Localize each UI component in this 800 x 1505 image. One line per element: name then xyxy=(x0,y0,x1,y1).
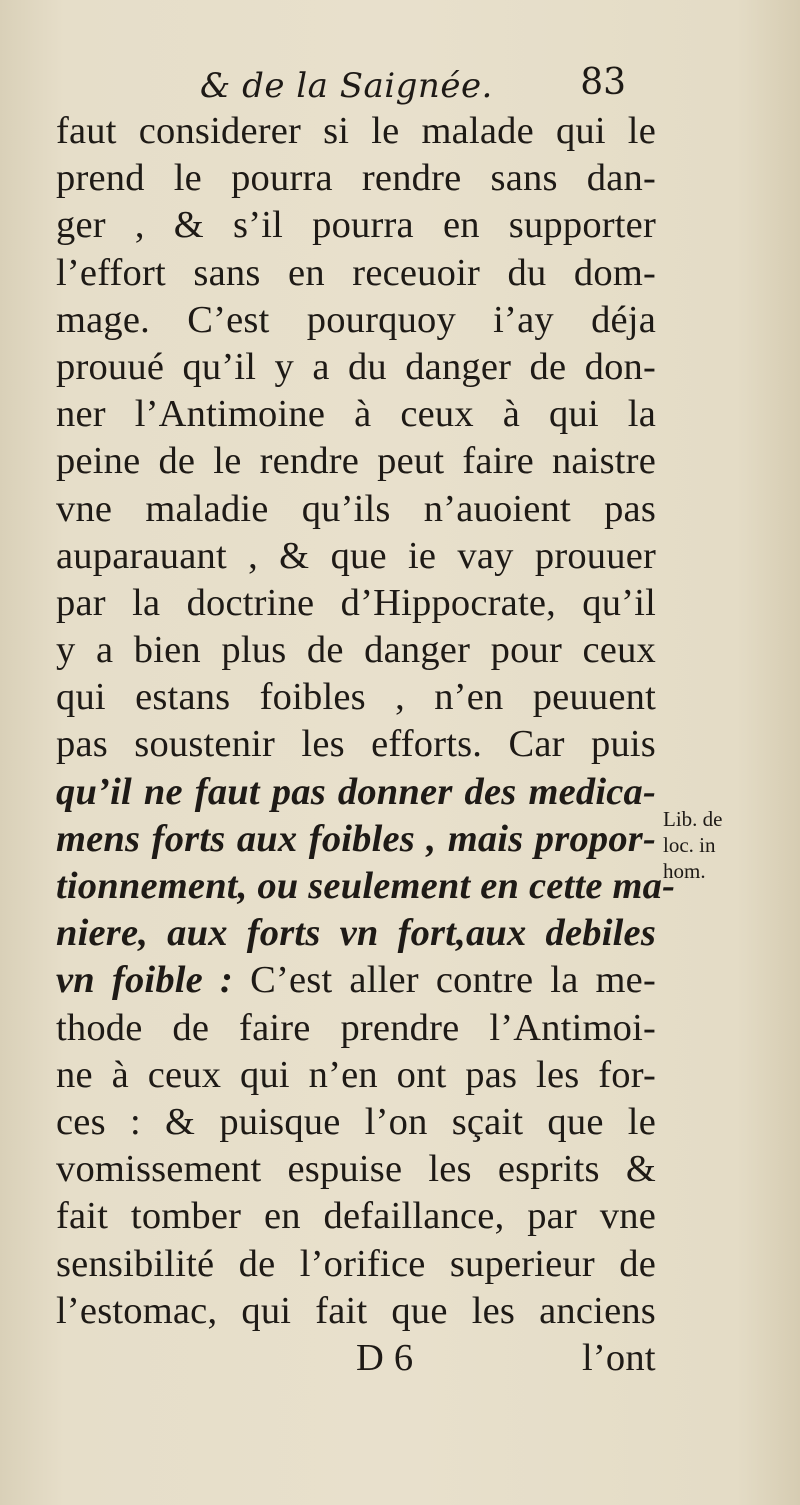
italic-quote-line: qu’il ne faut pas donner des medica- xyxy=(56,770,656,813)
text-line: vomissement espuise les esprits & xyxy=(56,1148,656,1191)
signature-row xyxy=(56,1335,656,1382)
italic-quote-line: niere, aux forts vn fort,aux debiles xyxy=(56,912,656,955)
text-line: l’estomac, qui fait que les anciens xyxy=(56,1289,656,1332)
text-line: auparauant , & que ie vay prouuer xyxy=(56,534,656,577)
italic-quote-end: vn foible : xyxy=(56,959,234,1002)
margin-note-line: loc. in xyxy=(663,833,716,857)
margin-note-line: hom. xyxy=(663,859,706,883)
text-line: thode de faire prendre l’Antimoi- xyxy=(56,1006,656,1049)
text-line: vne maladie qu’ils n’auoient pas xyxy=(56,487,656,530)
text-line: prend le pourra rendre sans dan- xyxy=(56,157,656,200)
text-line: y a bien plus de danger pour ceux xyxy=(56,629,656,672)
text-line: sensibilité de l’orifice superieur de xyxy=(56,1242,656,1285)
text-line: pas soustenir les efforts. Car puis xyxy=(56,723,656,766)
margin-note-line: Lib. de xyxy=(663,807,723,831)
margin-note xyxy=(663,806,783,884)
text-line: par la doctrine d’Hippocrate, qu’il xyxy=(56,581,656,624)
text-line: ne à ceux qui n’en ont pas les for- xyxy=(56,1053,656,1096)
text-line: ner l’Antimoine à ceux à qui la xyxy=(56,393,656,436)
catchword: l’ont xyxy=(582,1336,656,1379)
text-line: prouué qu’il y a du danger de don- xyxy=(56,345,656,388)
text-line: ger , & s’il pourra en supporter xyxy=(56,204,656,247)
italic-quote-line: tionnement, ou seulement en cette ma- xyxy=(56,865,676,907)
signature-mark: D 6 xyxy=(356,1336,414,1379)
text-line: ces : & puisque l’on sçait que le xyxy=(56,1100,656,1143)
page-number: 83 xyxy=(580,62,626,103)
text-line: qui estans foibles , n’en peuuent xyxy=(56,676,656,719)
text-line: mage. C’est pourquoy i’ay déja xyxy=(56,298,656,341)
text-fragment: C’est aller contre la me- xyxy=(233,959,656,1002)
text-line: peine de le rendre peut faire naistre xyxy=(56,440,656,483)
body-text xyxy=(56,108,676,1382)
italic-quote-line: mens forts aux foibles , mais propor- xyxy=(56,817,656,860)
text-line: fait tomber en defaillance, par vne xyxy=(56,1195,656,1238)
text-line: faut considerer si le malade qui le xyxy=(56,110,656,152)
running-title: & de la Saignée. xyxy=(200,66,493,106)
text-line: l’effort sans en receuoir du dom- xyxy=(56,251,656,294)
mixed-line xyxy=(56,957,656,1004)
